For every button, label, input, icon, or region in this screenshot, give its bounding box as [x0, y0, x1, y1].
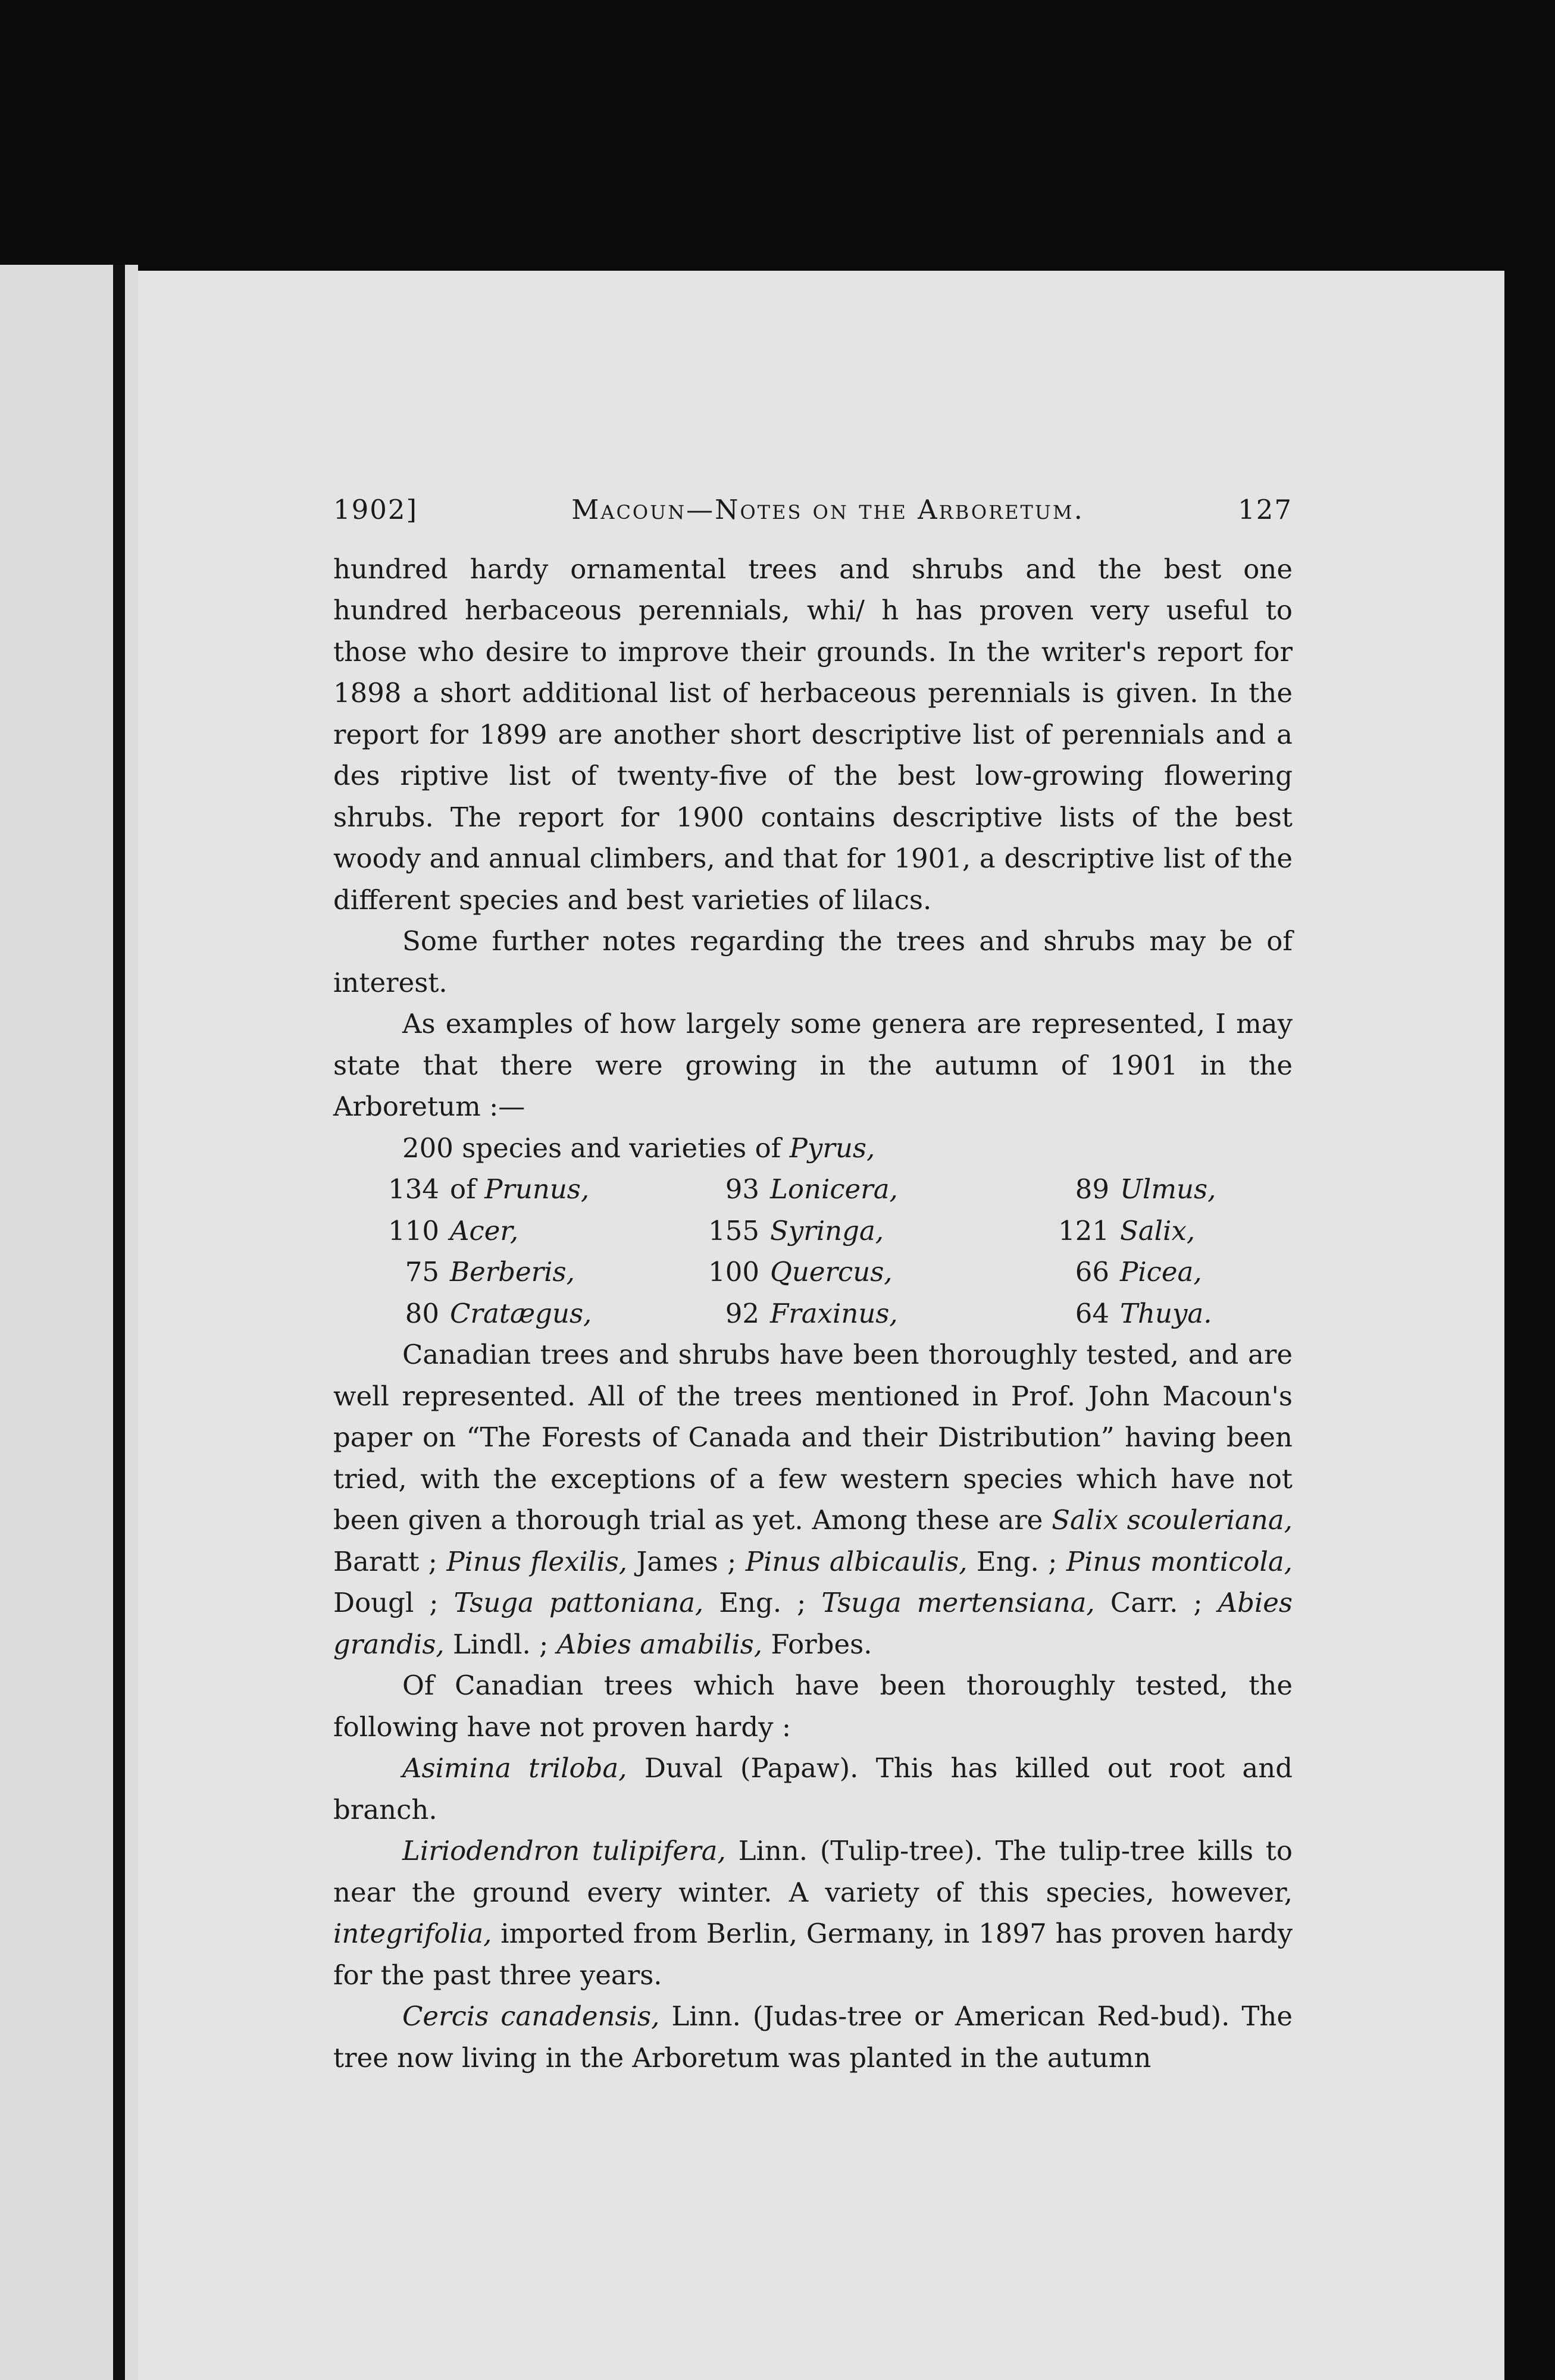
genera-row — [333, 1210, 1293, 1252]
text-run: Carr. ; — [1094, 1587, 1218, 1618]
paragraph-liriodendron — [333, 1830, 1293, 1996]
genus-name: Picea, — [1120, 1256, 1202, 1288]
genera-count-table — [333, 1169, 1293, 1334]
book-page — [138, 271, 1504, 2380]
genus-name: Fraxinus, — [770, 1297, 898, 1329]
text-run: Lindl. ; — [444, 1628, 557, 1660]
genus-name: Syringa, — [770, 1214, 884, 1247]
paragraph-continued: hundred hardy ornamental trees and shrubs and the best one hundred herbaceous perennials, whi/ h has proven very useful to those who desire to improve their grounds. In the writer's report for 1898 a short additional list of herbaceous perennials is given. In the report for 1899 are another short descriptive list of perennials and a des riptive list of twenty-five of the best low-growing flowering shrubs. The report for 1900 contains descriptive lists of the best woody and annual climbers, and that for 1901, a descriptive list of the different species and best varieties of lilacs. — [333, 553, 1293, 916]
binding-shadow — [113, 265, 125, 2380]
variety-name: integrifolia, — [333, 1918, 492, 1949]
text-run: Linn. (Tulip-tree). The tulip-tree kills to near the ground every winter. A variety of this species, however, — [333, 1835, 1293, 1908]
genera-name-cell — [1120, 1251, 1293, 1293]
species-name: Abies amabilis, — [556, 1628, 763, 1660]
genera-count: 110 — [388, 1214, 439, 1247]
genus-name: Acer, — [450, 1214, 519, 1247]
genus-name: Berberis, — [450, 1256, 575, 1288]
genera-count: 80 — [405, 1297, 439, 1329]
genera-count: 155 — [708, 1214, 759, 1247]
genera-count: 100 — [708, 1256, 759, 1288]
genera-row — [333, 1169, 1293, 1210]
genera-count: 64 — [1075, 1297, 1109, 1329]
page-number: 127 — [1238, 494, 1293, 525]
running-head-year: 1902] — [333, 494, 418, 525]
genera-intro-text: species and varieties of — [462, 1132, 781, 1164]
genera-name-cell — [450, 1169, 646, 1210]
text-run: Linn. (Judas-tree or American Red-bud). The tree now living in the Arboretum was planted in the autumn — [333, 2000, 1293, 2074]
paragraph-asimina — [333, 1748, 1293, 1830]
text-run: Eng. ; — [703, 1587, 822, 1618]
genera-row — [333, 1251, 1293, 1293]
genus-name: Thuya. — [1120, 1297, 1212, 1329]
genera-name-cell — [1120, 1169, 1293, 1210]
text-run: Baratt ; — [333, 1545, 447, 1577]
paragraph-genera-intro: As examples of how largely some genera are represented, I may state that there were growing in the autumn of 1901 in the Arboretum :— — [333, 1008, 1293, 1122]
species-name: Pinus albicaulis, — [745, 1545, 968, 1577]
text-run: Duval (Papaw). This has killed out root and branch. — [333, 1752, 1293, 1825]
genera-row — [333, 1293, 1293, 1335]
genera-name-cell — [770, 1251, 1020, 1293]
species-name: Asimina triloba, — [402, 1752, 627, 1784]
text-run: Canadian trees and shrubs have been thoroughly tested, and are well represented. All of the trees mentioned in Prof. John Macoun's paper on “The Forests of Canada and their Distribution” having been tried, with the exceptions of a few western species which have not been given a thorough trial as yet. Among these are — [333, 1339, 1293, 1536]
genera-intro-line — [333, 1128, 1293, 1169]
text-run: Forbes. — [762, 1628, 872, 1660]
genera-count: 121 — [1058, 1214, 1109, 1247]
species-name: Pinus monticola, — [1066, 1545, 1293, 1577]
species-name: Cercis canadensis, — [402, 2000, 660, 2032]
genera-count: 92 — [725, 1297, 759, 1329]
genera-name-cell — [770, 1169, 1020, 1210]
species-name: Pinus flexilis, — [446, 1545, 628, 1577]
paragraph-not-hardy-intro: Of Canadian trees which have been thoroughly tested, the following have not proven hardy : — [333, 1670, 1293, 1743]
genera-name-cell — [770, 1293, 1020, 1335]
running-head-title: Macoun—Notes on the Arboretum. — [571, 494, 1084, 525]
genera-count: 75 — [405, 1256, 439, 1288]
paragraph-cercis — [333, 1996, 1293, 2078]
genera-prefix: of — [450, 1173, 485, 1205]
paragraph-canadian-trees — [333, 1334, 1293, 1665]
paragraph-further-notes: Some further notes regarding the trees and shrubs may be of interest. — [333, 925, 1293, 998]
text-run: Eng. ; — [967, 1545, 1066, 1577]
genus-name: Quercus, — [770, 1256, 893, 1288]
genera-count: 93 — [725, 1173, 759, 1205]
genus-name: Prunus, — [484, 1173, 590, 1205]
text-run: James ; — [627, 1545, 746, 1577]
genera-name-cell — [450, 1251, 646, 1293]
species-name: Salix scouleriana, — [1052, 1504, 1293, 1536]
genera-name-cell — [450, 1293, 646, 1335]
genera-intro-number: 200 — [402, 1132, 453, 1164]
genus-name: Salix, — [1120, 1214, 1196, 1247]
genus-name: Lonicera, — [770, 1173, 898, 1205]
text-run: Dougl ; — [333, 1587, 454, 1618]
running-head — [333, 489, 1293, 531]
page-content — [333, 489, 1293, 2078]
genera-count: 134 — [388, 1173, 439, 1205]
genera-name-cell — [450, 1210, 646, 1252]
species-name: Tsuga pattoniana, — [453, 1587, 704, 1618]
genera-intro-genus: Pyrus, — [789, 1132, 875, 1164]
genera-count: 66 — [1075, 1256, 1109, 1288]
genera-name-cell — [770, 1210, 1020, 1252]
species-name: Abies grandis, — [333, 1587, 1293, 1660]
genus-name: Cratægus, — [450, 1297, 592, 1329]
genera-name-cell — [1120, 1210, 1293, 1252]
genera-count: 89 — [1075, 1173, 1109, 1205]
text-run: imported from Berlin, Germany, in 1897 has proven hardy for the past three years. — [333, 1918, 1293, 1991]
species-name: Liriodendron tulipifera, — [402, 1835, 726, 1867]
species-name: Tsuga mertensiana, — [821, 1587, 1095, 1618]
genus-name: Ulmus, — [1120, 1173, 1216, 1205]
genera-name-cell — [1120, 1293, 1293, 1335]
